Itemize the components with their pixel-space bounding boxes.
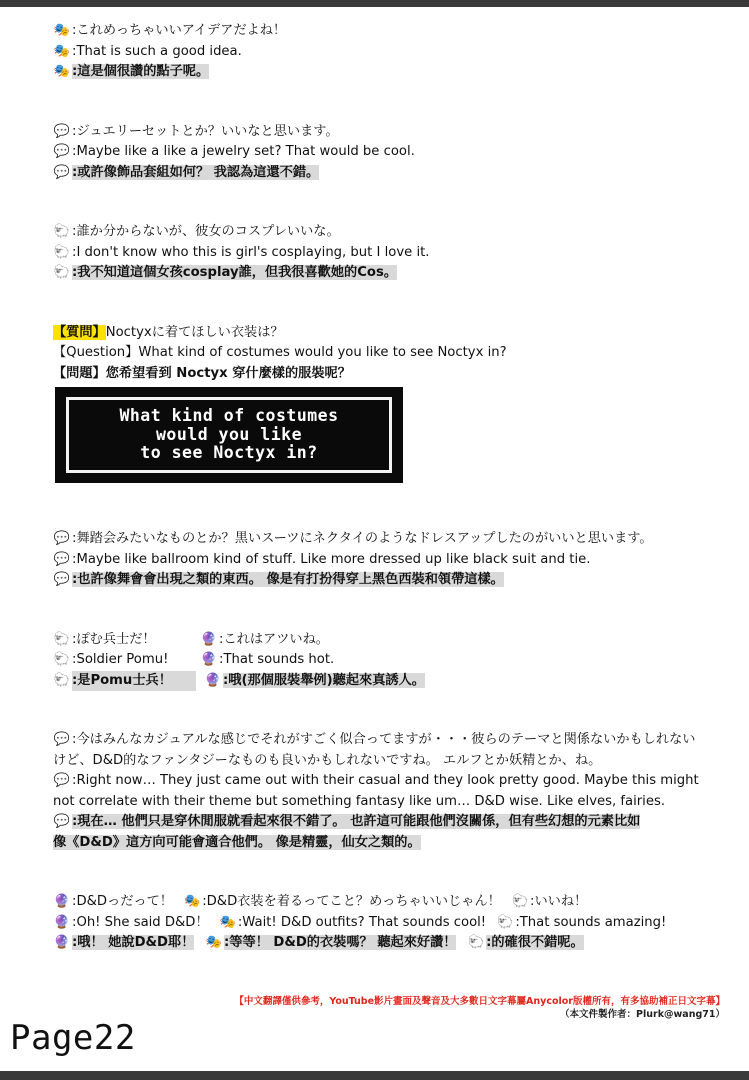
drama-mask-icon: 🎭 (219, 914, 236, 930)
speech-bubble-icon: 💬 (53, 732, 71, 747)
line-text: :これはアツいね。 (219, 631, 329, 647)
line-zh (53, 62, 723, 83)
drama-mask-icon: 🎭 (53, 23, 71, 38)
question-jp (53, 323, 723, 344)
line-text: :的確很不錯呢。 (486, 935, 584, 950)
line-text: :誰か分からないが、彼女のコスプレいいな。 (72, 224, 340, 239)
line-jp (53, 122, 723, 143)
crystal-ball-icon: 🔮 (204, 672, 222, 688)
line-jp (53, 529, 723, 550)
line-jp (53, 730, 723, 751)
line-text: :哦(那個服裝舉例)聽起來真誘人。 (223, 672, 425, 688)
question-zh: 【問題】您希望看到 Noctyx 穿什麼樣的服裝呢？ (53, 365, 351, 381)
line-text: :現在… 他們只是穿休閒服就看起來很不錯了。 也許這可能跟他們沒關係，但有些幻想的元素比如 (72, 814, 641, 829)
exchange-2 (53, 122, 723, 184)
line-text: :ぽむ兵士だ！ (72, 631, 156, 647)
line-en-cont: not correlate with their theme but something fantasy like um… D&D wise. Like elves, fairies. (53, 793, 666, 809)
line-text: :哦！ 她說D&D耶！ (72, 935, 195, 950)
drama-mask-icon: 🎭 (205, 935, 223, 950)
sheep-icon: 🐑 (467, 935, 485, 950)
sheep-icon: 🐑 (53, 244, 71, 260)
speech-bubble-icon: 💬 (53, 164, 71, 180)
game-text-line: What kind of costumes (119, 406, 339, 426)
line-text: :Right now… They just came out with their casual and they look pretty good. Maybe this might (72, 773, 699, 788)
line-zh (53, 933, 723, 954)
line-text: :Maybe like ballroom kind of stuff. Like more dressed up like black suit and tie. (72, 551, 591, 567)
credit-disclaimer: 【中文翻譯僅供參考，YouTube影片畫面及聲音及大多數日文字幕屬Anycolor版權所有，有多協助補正日文字幕】 (234, 996, 725, 1007)
speech-bubble-icon: 💬 (53, 814, 71, 829)
sheep-icon: 🐑 (53, 265, 71, 280)
line-zh (53, 263, 723, 284)
line-text: :これめっちゃいいアイデアだよね！ (72, 23, 287, 38)
speech-bubble-icon: 💬 (53, 551, 71, 567)
sheep-icon: 🐑 (497, 914, 514, 930)
line-jp (53, 222, 723, 243)
sheep-icon: 🐑 (53, 672, 71, 688)
crystal-ball-icon: 🔮 (53, 894, 71, 909)
page-number: Page22 (10, 1018, 136, 1058)
exchange-5 (53, 630, 723, 692)
line-text: :或許像飾品套組如何？ 我認為這還不錯。 (72, 164, 320, 180)
drama-mask-icon: 🎭 (184, 894, 201, 909)
line-en (53, 42, 723, 63)
line-text: :I don't know who this is girl's cosplaying, but I love it. (72, 244, 430, 260)
line-en (53, 650, 723, 671)
sheep-icon: 🐑 (53, 224, 71, 239)
transcript-content (53, 21, 723, 954)
line-text: :That is such a good idea. (72, 43, 242, 59)
line-text: :Maybe like a like a jewelry set? That would be cool. (72, 144, 415, 159)
line-text: :Oh! She said D&D！ (72, 914, 209, 930)
line-text: :That sounds amazing! (515, 914, 667, 930)
line-text: :D&D衣装を着るってこと？めっちゃいいじゃん！ (202, 894, 501, 909)
exchange-3 (53, 222, 723, 284)
question-block (53, 323, 723, 484)
line-text: :Soldier Pomu! (72, 652, 169, 667)
game-dialog-text (66, 397, 392, 473)
bottom-border-bar (0, 1071, 749, 1080)
crystal-ball-icon: 🔮 (53, 914, 71, 930)
exchange-1 (53, 21, 723, 83)
sheep-icon: 🐑 (53, 631, 71, 647)
line-en (53, 142, 723, 163)
speech-bubble-icon: 💬 (53, 531, 71, 546)
exchange-7 (53, 892, 723, 954)
sheep-icon: 🐑 (511, 894, 529, 909)
translation-credits (234, 995, 725, 1021)
line-text: :這是個很讚的點子呢。 (72, 64, 210, 79)
exchange-6 (53, 730, 723, 853)
speech-bubble-icon: 💬 (53, 773, 71, 788)
line-text: :That sounds hot. (219, 652, 335, 667)
line-text: :今はみんなカジュアルな感じでそれがすごく似合ってますが・・・彼らのテーマと関係ないかもしれない (72, 732, 696, 747)
game-text-line: to see Noctyx in? (140, 443, 318, 463)
line-zh (53, 570, 723, 591)
line-text: :いいね！ (530, 894, 588, 909)
question-en: 【Question】What kind of costumes would you like to see Noctyx in? (53, 345, 507, 360)
crystal-ball-icon: 🔮 (200, 631, 218, 647)
line-zh (53, 812, 723, 833)
line-text: :也許像舞會會出現之類的東西。 像是有打扮得穿上黑色西裝和領帶這樣。 (72, 572, 504, 587)
sheep-icon: 🐑 (53, 652, 71, 667)
line-zh (53, 163, 723, 184)
speech-bubble-icon: 💬 (53, 572, 71, 587)
line-zh (53, 671, 723, 692)
line-text: :ジュエリーセットとか？いいなと思います。 (72, 123, 339, 139)
line-en (53, 550, 723, 571)
top-border-bar (0, 0, 749, 7)
line-text: :舞踏会みたいなものとか？黒いスーツにネクタイのようなドレスアップしたのがいいと思います。 (72, 531, 653, 546)
line-en (53, 243, 723, 264)
question-tag: 【質問】 (53, 324, 106, 340)
speech-bubble-icon: 💬 (53, 123, 71, 139)
drama-mask-icon: 🎭 (53, 64, 71, 79)
crystal-ball-icon: 🔮 (53, 935, 71, 950)
line-jp (53, 892, 723, 913)
line-text: :Wait! D&D outfits? That sounds cool! (237, 914, 487, 930)
game-text-line: would you like (155, 424, 303, 444)
drama-mask-icon: 🎭 (53, 43, 71, 59)
line-jp-cont: けど、D&D的なファンタジーなものも良いかもしれないですね。 エルフとか妖精とか、ね。 (53, 752, 602, 768)
line-jp (53, 630, 723, 651)
line-text: Noctyxに着てほしい衣装は？ (105, 324, 284, 340)
line-text: :等等！ D&D的衣裝嗎？ 聽起來好讚！ (223, 935, 457, 950)
line-en (53, 913, 723, 934)
line-jp (53, 21, 723, 42)
line-text: :D&Dっだって！ (72, 894, 173, 909)
line-text: :是Pomu士兵！ (72, 671, 196, 692)
line-en (53, 771, 723, 792)
line-zh-cont (53, 833, 723, 854)
speech-bubble-icon: 💬 (53, 144, 71, 159)
game-dialog-box (55, 387, 403, 483)
crystal-ball-icon: 🔮 (200, 652, 218, 667)
line-text: :我不知道這個女孩cosplay誰，但我很喜歡她的Cos。 (72, 265, 398, 280)
credit-author: （本文件製作者：Plurk@wang71） (560, 1009, 725, 1020)
exchange-4 (53, 529, 723, 591)
line-text: 像《D&D》這方向可能會適合他們。 像是精靈，仙女之類的。 (53, 834, 421, 850)
